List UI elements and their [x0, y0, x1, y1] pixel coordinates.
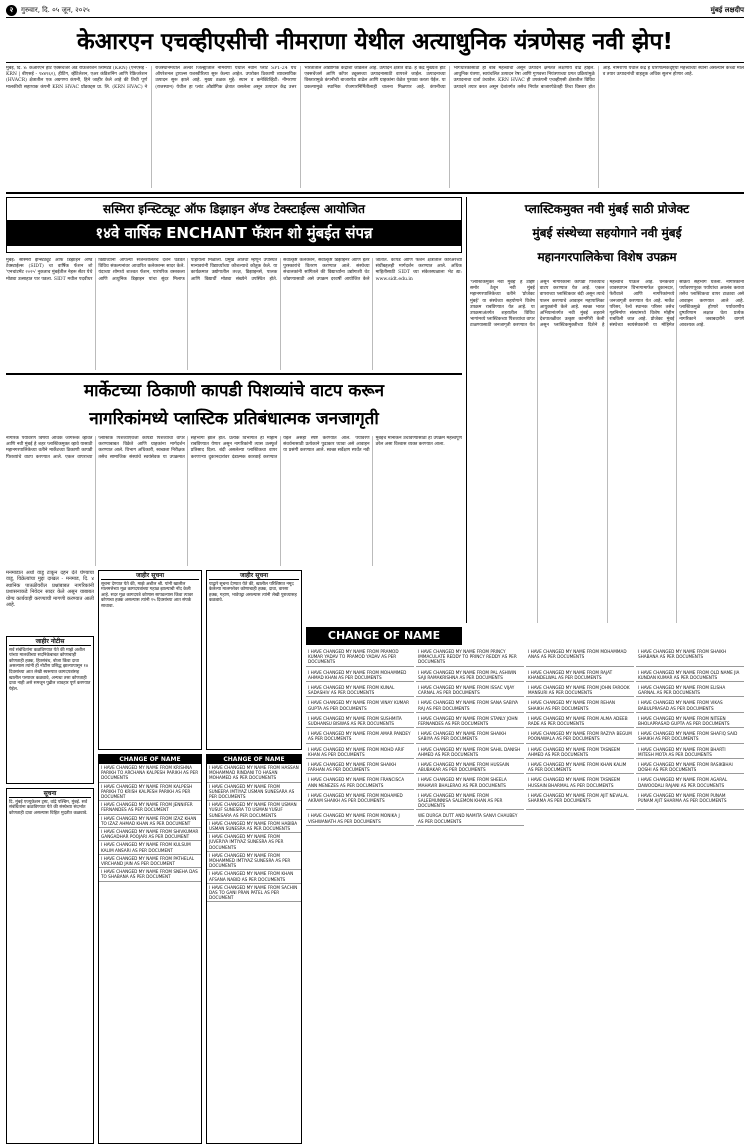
name-change-ad: I HAVE CHANGED MY NAME FROM ISSAC VIJAY CARNAL AS PER DOCUMENTS [416, 684, 524, 697]
name-change-ad: I HAVE CHANGED MY NAME FROM SUSHMITA SUDHANSU BISWAS AS PER DOCUMENTS [306, 715, 414, 728]
notice-bottom-left [6, 788, 94, 1144]
name-change-ad: I HAVE CHANGED MY NAME FROM VIKAS BABULPRASAD AS PER DOCUMENTS [636, 699, 744, 712]
name-change-ad: I HAVE CHANGED MY NAME FROM VINAY KUMAR GUPTA AS PER DOCUMENTS [306, 699, 414, 712]
name-change-ad: I HAVE CHANGED MY NAME FROM KHAN AFSANA NABID AS PER DOCUMENTS [207, 870, 301, 883]
name-change-ad: I HAVE CHANGED MY NAME FROM PAL ASHWIN SAJI RAMAKRISHNA AS PER DOCUMENTS [416, 669, 524, 682]
notice-left-body: सर्व संबंधितांना कळविण्यात येते की माझे अशील यांच्या मालकीच्या सदनिकेबाबत कोणाचाही कोणताही हक्क, हितसंबंध, बोजा किंवा दावा असल्यास त्यांनी ही नोटीस प्रसिद्ध झाल्यापासून १४ दिवसांच्या आत लेखी स्वरूपात कागदपत्रांसह खालील पत्त्यावर कळवावे, अन्यथा तसा कोणताही दावा नाही असे समजून पुढील व्यवहार पूर्ण करण्यात येईल. [9, 647, 91, 692]
name-change-ad: I HAVE CHANGED MY NAME FROM ALMA ADEEB RADE AS PER DOCUMENTS [526, 715, 634, 728]
plastic-headline-2: मुंबई संस्थेच्या सहयोगाने नवी मुंबई [532, 226, 682, 240]
name-change-ad: I HAVE CHANGED MY NAME FROM PRINCY IMMACULATE REDDY TO PRINCY REDDY AS PER DOCUMENTS [416, 648, 524, 667]
name-change-ad: I HAVE CHANGED MY NAME FROM SAHIL DANISH AHMED AS PER DOCUMENTS [416, 746, 524, 759]
name-change-ad: I HAVE CHANGED MY NAME FROM SHAFIQ SAID SHAIKH AS PER DOCUMENTS [636, 730, 744, 743]
name-change-ad: I HAVE CHANGED MY NAME FROM HASSAN MOHAMMAD RINDANI TO HASAN MOHAMED AS PER DOCUMENTS [207, 764, 301, 783]
name-change-ad: I HAVE CHANGED MY NAME FROM KALPESH PARIKH TO KRISH KALPESH PARIKH AS PER DOCUMENT [99, 783, 201, 802]
date-line: गुरुवार, दि. ०५ जून, २०२५ [21, 6, 90, 14]
name-change-ad: I HAVE CHANGED MY NAME FROM PUNAM PUNAM AJIT SHARMA AS PER DOCUMENTS [636, 792, 744, 811]
name-change-ad: I HAVE CHANGED MY NAME FROM IZAZ KHAN TO IZAZ AHMAD KHAN AS PER DOCUMENT [99, 815, 201, 828]
name-change-ad: I HAVE CHANGED MY NAME FROM SHAIKH SHABANA AS PER DOCUMENTS [636, 648, 744, 667]
name-change-ad: I HAVE CHANGED MY NAME FROM SHIVKUMAR GANGADHAR POOJARI AS PER DOCUMENT [99, 828, 201, 841]
name-change-ad: I HAVE CHANGED MY NAME FROM TASNEEM HUSSAIN BHARMAL AS PER DOCUMENTS [526, 776, 634, 789]
header-left [6, 5, 90, 16]
name-change-ad: I HAVE CHANGED MY NAME FROM TASNEEM AHMED AS PER DOCUMENTS [526, 746, 634, 759]
name-change-ad: I HAVE CHANGED MY NAME FROM RASIKBHAI DOSHI AS PER DOCUMENTS [636, 761, 744, 774]
page-number: २ [6, 5, 17, 16]
con-banner: CHANGE OF NAME [306, 627, 462, 645]
name-change-ad: I HAVE CHANGED MY NAME FROM KULSUM KALIM ANSARI AS PER DOCUMENT [99, 841, 201, 854]
name-change-ad: I HAVE CHANGED MY NAME FROM RAJAT KHANDELWAL AS PER DOCUMENTS [526, 669, 634, 682]
name-change-ad: I HAVE CHANGED MY NAME FROM ELISHA GARNAL AS PER DOCUMENTS [636, 684, 744, 697]
sidt-headline-1: सस्मिरा इन्स्टिट्यूट ऑफ डिझाइन अ‍ॅण्ड टेक्स्टाईल्स आयोजित [7, 198, 461, 220]
name-change-ad: I HAVE CHANGED MY NAME FROM KUNAL SADASHIV AS PER DOCUMENTS [306, 684, 414, 697]
sidt-headline-2: १४वे वार्षिक ENCHANT फॅशन शो मुंबईत संपन्न [7, 220, 461, 246]
notice-left-title: जाहीर नोटीस [9, 639, 91, 646]
con-mid-title: CHANGE OF NAME [207, 755, 301, 764]
name-change-ad: I HAVE CHANGED MY NAME FROM JENNIFER FERNANDES AS PER DOCUMENT [99, 801, 201, 814]
name-change-ad: I HAVE CHANGED MY NAME FROM STANLY JOHN FERNANDES AS PER DOCUMENTS [416, 715, 524, 728]
name-change-ad: I HAVE CHANGED MY NAME FROM SANA SABIYA RAJ AS PER DOCUMENTS [416, 699, 524, 712]
name-change-ad: I HAVE CHANGED MY NAME FROM RAZIYA BEGUM POONAWALA AS PER DOCUMENTS [526, 730, 634, 743]
name-change-ad: WE DURGA DUTT AND NAMITA SANVI CHAUBEY AS PER DOCUMENTS [416, 812, 524, 825]
plastic-headline-1: प्लास्टिकमुक्त नवी मुंबई साठी प्रोजेक्ट [524, 202, 690, 216]
name-change-ad: I HAVE CHANGED MY NAME FROM PRAMOD KUMAR YADAV TO PRAMOD YADAV AS PER DOCUMENTS [306, 648, 414, 667]
name-change-ad: I HAVE CHANGED MY NAME FROM SHAIKH SABIYA AS PER DOCUMENTS [416, 730, 524, 743]
page-header [6, 4, 744, 18]
plastic-headline-box [470, 197, 744, 277]
name-change-ad: I HAVE CHANGED MY NAME FROM JUVERIYA IMTIYAZ SUNESRA AS PER DOCUMENTS [207, 833, 301, 852]
con-left-column [98, 754, 202, 1144]
notice-mid2 [206, 570, 302, 750]
sidt-headline-box [6, 197, 462, 253]
small-story: मनमाडात अर्धा वाडू टाकून दहन देते घेण्याचा वाडू, विक्रेत्यांचा मुद्दा दाखल - मनमाड, दि. ४ स्थानिक पातळीवरील प्रश्नांबाबत नागरिकांनी प्रशासनाकडे निवेदन सादर केले असून याबाबत योग्य कार्यवाही करण्याची मागणी करण्यात आली आहे. [6, 570, 94, 609]
name-change-ad: I HAVE CHANGED MY NAME FROM SALEEMUNNISA SALEMON KHAN AS PER DOCUMENTS [416, 792, 524, 811]
market-article-body: नागरिक पर्यावरण विषयी अधिक जागरूक व्हावेत आणि नवी मुंबई हे शहर प्लास्टिकमुक्त व्हावे यासाठी महानगरपालिकेच्या वतीने मार्केटच्या ठिकाणी कापडी पिशव्यांचे वाटप करण्यात आले. एकल वापराच्या प्लास्टिक पिशव्यांऐवजी कापडी पिशव्यांचा वापर करण्याबाबत विक्रेते आणि ग्राहकांना मार्गदर्शन करण्यात आले. विभाग अधिकारी, स्वच्छता निरीक्षक तसेच सामाजिक संस्थांचे स्वयंसेवक या उपक्रमात सहभागी झाले होते. प्रत्येक विभागात ही मोहीम राबविण्यात येणार असून नागरिकांनी त्यास उत्स्फूर्त प्रतिसाद दिला. बंदी असलेल्या प्लास्टिकचा वापर करणाऱ्या दुकानदारांवर दंडात्मक कारवाई करण्यात येईल असेही स्पष्ट करण्यात आले. पर्यावरण संवर्धनासाठी प्रत्येकाने पुढाकार घ्यावा असे आवाहन या प्रसंगी करण्यात आले. स्वच्छ सर्वेक्षण स्पर्धेत नवी मुंबईचे मानांकन उंचावण्यासाठी हा उपक्रम महत्त्वपूर्ण ठरेल असा विश्वास व्यक्त करण्यात आला. [6, 436, 462, 460]
top-article-body: मुंबई, दि. ४: केआरएन हीट एक्सचेंजर ॲंड रेफ्रिजरेशन लिमिटेड (KRN) (एनएसई - KRN | बीएसई - ९४४९६२), हीटिंग, व्हेंटिलेशन, एअर कंडिशनिंग आणि रेफ्रिजरेशन (HVACR) क्षेत्रातील एक अग्रगण्य कंपनी, हिने जाहीर केले आहे की तिची पूर्ण मालकीची सहाय्यक कंपनी KRN HVAC प्रॉडक्ट्स प्रा. लि. (KRN HVAC) ने राजस्थानमधील अल्वर जिल्ह्यातील नीमराणा येथील नवीन प्लांट SP1-24 येथे ऑपरेशनल ट्रायल्स यशस्वीरित्या सुरू केल्या आहेत. उपरोक्त ठिकाणी व्यावसायिक उत्पादन सुरू झाले आहे. मुख्य ठळक मुद्दे: स्थान व कनेक्टिव्हिटी: नीमराणा (राजस्थान) येथील हा प्लांट औद्योगिक क्षेत्रात वसलेला असून उत्पादन केंद्र उत्तर भारतातील औद्योगिक केंद्रांशी जोडलेले आहे. उत्पादन क्षेत्रात वाढ: हे केंद्र मुख्यतः हीट एक्सचेंजर्स आणि कॉपर ट्यूब्सच्या उत्पादनासाठी वापरले जाईल. उत्पादनाच्या विस्तारामुळे कंपनीची बाजारपेठ वाढेल आणि ग्राहकांना वेळेत पुरवठा करता येईल. या प्रकल्पामुळे स्थानिक रोजगारनिर्मितीलाही चालना मिळणार आहे. कंपनीच्या भागधारकांसाठी ही बाब महत्त्वाची असून उत्पादन क्षमतेत लक्षणीय वाढ होईल. आधुनिक यंत्रणा, स्वयंचलित उत्पादन रेषा आणि गुणवत्ता नियंत्रणाच्या प्रगत प्रक्रियांमुळे उत्पादनाचा दर्जा उंचावेल. KRN HVAC ही उपकंपनी एचव्हीएसी क्षेत्रातील विविध उत्पादने तयार करत असून देशांतर्गत तसेच निर्यात बाजारपेठेतही तिचा विस्तार होत आहे. नीमराणा येथील केंद्र हे धोरणात्मकदृष्ट्या महत्त्वाच्या स्थानी असल्याने कच्चा माल व तयार उत्पादनांची वाहतूक अधिक सुलभ होणार आहे. [6, 66, 744, 90]
name-change-ad: I HAVE CHANGED MY NAME FROM MOHAMMED IMTIYAZ SUNESRA AS PER DOCUMENTS [207, 852, 301, 871]
name-change-ad: I HAVE CHANGED MY NAME FROM MOHAMMED AHMAD KHAN AS PER DOCUMENTS [306, 669, 414, 682]
name-change-ad: I HAVE CHANGED MY NAME FROM NITEEN BHOLAPRASAD GUPTA AS PER DOCUMENTS [636, 715, 744, 728]
name-change-ad: I HAVE CHANGED MY NAME FROM AJIT NEVALAL SHARMA AS PER DOCUMENTS [526, 792, 634, 811]
name-change-ad: I HAVE CHANGED MY NAME FROM KRISHNA PARIKH TO ARCHANA KALPESH PARIKH AS PER DOCUMENTS [99, 764, 201, 783]
market-headline-1: मार्केटच्या ठिकाणी कापडी पिशव्यांचे वाटप करून [83, 381, 385, 401]
plastic-article-body: 'प्लास्टिकमुक्त नवी मुंबई' हे उद्दिष्ट समोर ठेवून नवी मुंबई महानगरपालिकेच्या वतीने 'प्रोजेक्ट मुंबई' या संस्थेच्या सहयोगाने विशेष उपक्रम राबविण्यात येत आहे. या उपक्रमाअंतर्गत शहरातील विविध भागांमध्ये प्लास्टिकच्या पिशव्यांचा वापर टाळण्यासाठी जनजागृती करण्यात येत असून नागरिकांना कापडी पिशव्यांचे वाटप करण्यात येत आहे. एकल वापराच्या प्लास्टिकवर बंदी असून त्याचे पालन करण्याचे आवाहन महापालिका आयुक्तांनी केले आहे. स्वच्छ भारत अभियानांतर्गत नवी मुंबई शहराने देशपातळीवर उत्कृष्ट कामगिरी केली असून प्लास्टिकमुक्तीच्या दिशेने हे महत्त्वाचे पाऊल आहे. घनकचरा व्यवस्थापन विभागामार्फत दुकानदार, फेरीवाले आणि नागरिकांमध्ये जनजागृती करण्यात येत आहे. मार्केट परिसर, रेल्वे स्थानक परिसर तसेच गृहनिर्माण संस्थांमध्ये विशेष मोहीम राबविली जात आहे. प्रोजेक्ट मुंबई संस्थेच्या स्वयंसेवकांनी या मोहिमेत सक्रिय सहभाग घेतला. नागरिकांनी पर्यावरणपूरक पर्यायांचा अवलंब करावा तसेच प्लास्टिकचा वापर टाळावा असे आवाहन करण्यात आले आहे. प्लास्टिकमुळे होणारे पर्यावरणीय दुष्परिणाम लक्षात घेता प्रत्येक नागरिकाने जबाबदारीने वागणे आवश्यक आहे. [470, 280, 744, 329]
name-change-ad: I HAVE CHANGED MY NAME FROM MOHAMED AKRAM SHAIKH AS PER DOCUMENTS [306, 792, 414, 811]
paper-name: मुंबई लक्षदीप [710, 6, 744, 14]
name-change-ad: I HAVE CHANGED MY NAME FROM REHAN SHAIKH AS PER DOCUMENTS [526, 699, 634, 712]
name-change-ad: I HAVE CHANGED MY NAME FROM OLD NAME JIA KUNDAN KUMAR AS PER DOCUMENTS [636, 669, 744, 682]
plastic-headline-3: महानगरपालिकेचा विशेष उपक्रम [537, 250, 677, 264]
name-change-ad: I HAVE CHANGED MY NAME FROM MONIKA J VISHWANATH AS PER DOCUMENTS [306, 812, 414, 825]
notice-mid1-body: सूचना देण्यात येते की, माझे अशील श्री. यांनी खालील मालमत्तेच्या मूळ कागदपत्रांच्या गहाळ झाल्याची नोंद केली आहे. सदर मूळ कागदपत्रे कोणास सापडल्यास किंवा त्यावर कोणाचा हक्क असल्यास त्यांनी १५ दिवसांच्या आत संपर्क साधावा. [101, 581, 193, 609]
con-grid [306, 648, 744, 1144]
con-left-title: CHANGE OF NAME [99, 755, 201, 764]
sidt-article-body: मुंबई: सस्मिरा इन्स्टिट्यूट ऑफ डिझाइन अ‍ॅण्ड टेक्स्टाईल्स (SIDT) चा वार्षिक फॅशन शो 'एनचांटमेंट २०२५' नुकताच मुंबईतील नेहरू सेंटर येथे मोठ्या उत्साहात पार पडला. SIDT मधील पदवीधर विद्यार्थ्यांनी आपल्या सर्जनशीलतेचे दर्शन घडवत विविध संकल्पनांवर आधारित कलेक्शन्स सादर केले. यंदाच्या शोमध्ये शाश्वत फॅशन, पारंपरिक वस्त्रकला आणि आधुनिक डिझाइन यांचा सुंदर मिलाफ पाहायला मिळाला. प्रमुख अतिथी म्हणून उपस्थित मान्यवरांनी विद्यार्थ्यांच्या कौशल्याचे कौतुक केले. या कार्यक्रमात उद्योगातील तज्ज्ञ, डिझाइनर्स, पालक आणि विद्यार्थी मोठ्या संख्येने उपस्थित होते. सर्वोत्कृष्ट कलेक्शन, सर्वोत्कृष्ट डिझाइनर आणि इतर पुरस्कारांचे वितरण करण्यात आले. संस्थेच्या संचालकांनी सांगितले की विद्यार्थ्यांना उद्योगाशी थेट जोडण्यासाठी असे उपक्रम दरवर्षी आयोजित केले जातात. कापड आणि फॅशन क्षेत्रातील करिअरच्या संधींबद्दलही मार्गदर्शन करण्यात आले. अधिक माहितीसाठी SIDT च्या संकेतस्थळाला भेट द्या: www.sidt.edu.in [6, 258, 462, 282]
name-change-ad: I HAVE CHANGED MY NAME FROM SACHIN DAS TO GANI PRAN PATEL AS PER DOCUMENT [207, 884, 301, 903]
name-change-ad: I HAVE CHANGED MY NAME FROM SNEHA DAS TO SHABANA AS PER DOCUMENT [99, 868, 201, 881]
notice-left [6, 636, 94, 784]
top-headline: केआरएन एचव्हीएसीची नीमराणा येथील अत्याधुनिक यंत्रणेसह नवी झेप! [76, 29, 673, 55]
name-change-ad: I HAVE CHANGED MY NAME FROM SUNEERA IMTIYAZ USMAN SUNESARA AS PER DOCUMENTS [207, 783, 301, 802]
con-mid-column [206, 754, 302, 1144]
name-change-ad: I HAVE CHANGED MY NAME FROM MOHAMMAD ANAS AS PER DOCUMENTS [526, 648, 634, 667]
notice-bottom-left-title: सूचना [9, 791, 91, 798]
name-change-ad: I HAVE CHANGED MY NAME FROM HUSSAIN ABUBAKAR AS PER DOCUMENTS [416, 761, 524, 774]
name-change-ad: I HAVE CHANGED MY NAME FROM SHAIKH FARHAN AS PER DOCUMENTS [306, 761, 414, 774]
notice-mid1 [98, 570, 202, 750]
name-change-ad: I HAVE CHANGED MY NAME FROM KHAN KALIM AS PER DOCUMENTS [526, 761, 634, 774]
name-change-ad: I HAVE CHANGED MY NAME FROM SHEELA MAHAVIR BHALERAO AS PER DOCUMENTS [416, 776, 524, 789]
notice-mid1-title: जाहीर सूचना [101, 573, 199, 580]
name-change-ad: I HAVE CHANGED MY NAME FROM AMAR PANDEY AS PER DOCUMENTS [306, 730, 414, 743]
name-change-ad: I HAVE CHANGED MY NAME FROM JOHN FAROOK MANSURI AS PER DOCUMENTS [526, 684, 634, 697]
name-change-ad: I HAVE CHANGED MY NAME FROM HABIBA USMAN SUNESRA AS PER DOCUMENTS [207, 820, 301, 833]
name-change-ad: I HAVE CHANGED MY NAME FROM FRANCISCA ANN MENEZES AS PER DOCUMENTS [306, 776, 414, 789]
name-change-ad: I HAVE CHANGED MY NAME FROM MOHD ARIF KHAN AS PER DOCUMENTS [306, 746, 414, 759]
notice-mid2-body: याद्वारे सूचना देण्यात येते की, खालील परिशिष्टात नमूद केलेल्या मालमत्तेवर कोणाचाही हक्क, दावा, वारसा हक्क, गहाण, भाडेपट्टा असल्यास त्यांनी लेखी पुराव्यासह कळवावे. [209, 581, 297, 604]
notice-bottom-left-body: दि. मुंबई एज्युकेशन ट्रस्ट, वांद्रे पश्चिम, मुंबई. सर्व संबंधितांना कळविण्यात येते की संस्थेच्या संदर्भात कोणताही दावा असल्यास विहित मुदतीत कळवावे. [9, 799, 88, 816]
notice-mid2-title: जाहीर सूचना [209, 573, 299, 580]
market-headline-2: नागरिकांमध्ये प्लास्टिक प्रतिबंधात्मक जनजागृती [89, 409, 379, 429]
name-change-ad: I HAVE CHANGED MY NAME FROM USMAN YUSUF SUNESRA TO USMAN YUSUF SUNESARA AS PER DOCUMENTS [207, 801, 301, 820]
name-change-ad: I HAVE CHANGED MY NAME FROM BHARTI MITESH MOTA AS PER DOCUMENTS [636, 746, 744, 759]
name-change-ad: I HAVE CHANGED MY NAME FROM PATHELAL VIRCHAND JAIN AS PER DOCUMENT [99, 855, 201, 868]
name-change-ad: I HAVE CHANGED MY NAME FROM AGARAL DAWOODALI RAJANI AS PER DOCUMENTS [636, 776, 744, 789]
